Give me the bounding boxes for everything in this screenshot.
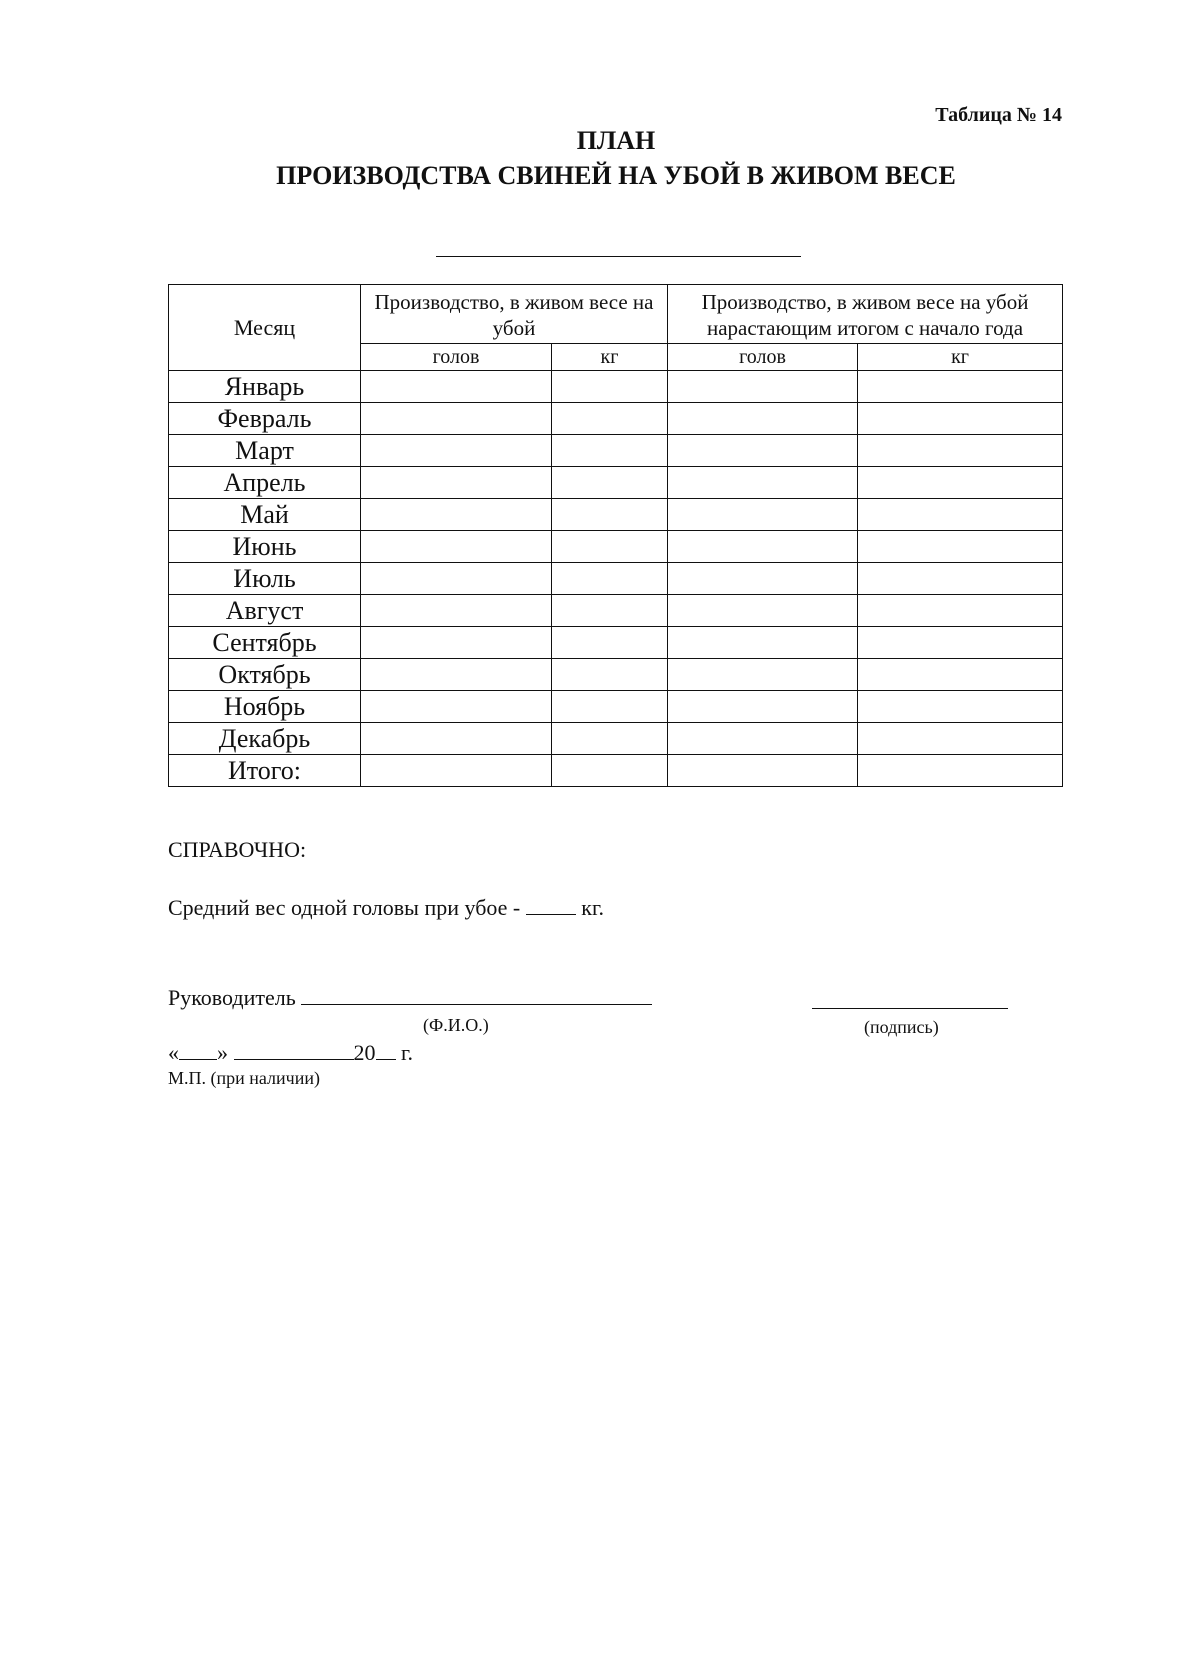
heads-cell[interactable] — [361, 691, 552, 723]
kg-cell[interactable] — [552, 435, 668, 467]
production-plan-table — [168, 284, 1063, 787]
heads-cell[interactable] — [361, 755, 552, 787]
table-row — [169, 531, 1063, 563]
signature-caption: (подпись) — [864, 1017, 939, 1037]
date-year-prefix: 20 — [353, 1040, 376, 1065]
column-header-cumulative: Производство, в живом весе на убой нарастающим итогом с начало года — [668, 285, 1063, 344]
stamp-label: М.П. (при наличии) — [168, 1068, 320, 1088]
head-label: Руководитель — [168, 985, 296, 1010]
column-header-month: Месяц — [169, 285, 361, 371]
month-cell: Декабрь — [169, 723, 361, 755]
cumulative-kg-cell[interactable] — [858, 531, 1063, 563]
heads-cell[interactable] — [361, 435, 552, 467]
month-cell: Июль — [169, 563, 361, 595]
cumulative-kg-cell[interactable] — [858, 371, 1063, 403]
average-weight-line — [168, 895, 604, 921]
heads-cell[interactable] — [361, 563, 552, 595]
cumulative-heads-cell[interactable] — [668, 403, 858, 435]
kg-cell[interactable] — [552, 563, 668, 595]
month-cell: Апрель — [169, 467, 361, 499]
month-cell: Февраль — [169, 403, 361, 435]
heads-cell[interactable] — [361, 467, 552, 499]
subheader-cumulative-heads: голов — [668, 344, 858, 371]
month-cell: Март — [169, 435, 361, 467]
heads-cell[interactable] — [361, 531, 552, 563]
fio-caption: (Ф.И.О.) — [423, 1015, 489, 1035]
table-header-row — [169, 285, 1063, 344]
month-cell: Август — [169, 595, 361, 627]
kg-cell[interactable] — [552, 531, 668, 563]
cumulative-kg-cell[interactable] — [858, 627, 1063, 659]
heads-cell[interactable] — [361, 627, 552, 659]
cumulative-heads-cell[interactable] — [668, 467, 858, 499]
column-header-production: Производство, в живом весе на убой — [361, 285, 668, 344]
table-row — [169, 755, 1063, 787]
kg-cell[interactable] — [552, 595, 668, 627]
cumulative-heads-cell[interactable] — [668, 627, 858, 659]
kg-cell[interactable] — [552, 691, 668, 723]
cumulative-heads-cell[interactable] — [668, 531, 858, 563]
head-name-blank[interactable] — [301, 986, 652, 1005]
date-close-quote: » — [217, 1040, 228, 1065]
cumulative-kg-cell[interactable] — [858, 499, 1063, 531]
date-year-suffix: г. — [401, 1040, 414, 1065]
month-cell: Июнь — [169, 531, 361, 563]
month-cell: Октябрь — [169, 659, 361, 691]
subheader-heads: голов — [361, 344, 552, 371]
table-number-label: Таблица № 14 — [935, 104, 1062, 126]
subheader-cumulative-kg: кг — [858, 344, 1063, 371]
heads-cell[interactable] — [361, 403, 552, 435]
table-row — [169, 595, 1063, 627]
kg-cell[interactable] — [552, 499, 668, 531]
cumulative-heads-cell[interactable] — [668, 595, 858, 627]
kg-cell[interactable] — [552, 659, 668, 691]
cumulative-heads-cell[interactable] — [668, 755, 858, 787]
date-line — [168, 1040, 413, 1066]
cumulative-kg-cell[interactable] — [858, 691, 1063, 723]
kg-cell[interactable] — [552, 723, 668, 755]
kg-cell[interactable] — [552, 755, 668, 787]
cumulative-heads-cell[interactable] — [668, 723, 858, 755]
signature-blank[interactable] — [812, 1008, 1008, 1009]
heads-cell[interactable] — [361, 595, 552, 627]
cumulative-heads-cell[interactable] — [668, 563, 858, 595]
kg-cell[interactable] — [552, 627, 668, 659]
cumulative-heads-cell[interactable] — [668, 691, 858, 723]
month-cell: Сентябрь — [169, 627, 361, 659]
subheader-kg: кг — [552, 344, 668, 371]
month-cell: Май — [169, 499, 361, 531]
table-row — [169, 499, 1063, 531]
cumulative-kg-cell[interactable] — [858, 659, 1063, 691]
cumulative-kg-cell[interactable] — [858, 723, 1063, 755]
cumulative-kg-cell[interactable] — [858, 467, 1063, 499]
kg-cell[interactable] — [552, 403, 668, 435]
table-row — [169, 627, 1063, 659]
heads-cell[interactable] — [361, 723, 552, 755]
cumulative-heads-cell[interactable] — [668, 499, 858, 531]
table-row — [169, 691, 1063, 723]
kg-cell[interactable] — [552, 467, 668, 499]
organization-name-blank[interactable] — [436, 256, 801, 257]
heads-cell[interactable] — [361, 499, 552, 531]
month-cell: Ноябрь — [169, 691, 361, 723]
date-open-quote: « — [168, 1040, 179, 1065]
cumulative-kg-cell[interactable] — [858, 403, 1063, 435]
cumulative-heads-cell[interactable] — [668, 659, 858, 691]
cumulative-kg-cell[interactable] — [858, 755, 1063, 787]
month-cell: Итого: — [169, 755, 361, 787]
table-row — [169, 371, 1063, 403]
month-cell: Январь — [169, 371, 361, 403]
cumulative-kg-cell[interactable] — [858, 563, 1063, 595]
cumulative-kg-cell[interactable] — [858, 435, 1063, 467]
average-weight-blank[interactable] — [526, 896, 576, 915]
heads-cell[interactable] — [361, 371, 552, 403]
cumulative-heads-cell[interactable] — [668, 435, 858, 467]
date-month-blank[interactable] — [234, 1041, 354, 1060]
table-row — [169, 659, 1063, 691]
table-row — [169, 723, 1063, 755]
document-title: ПЛАН — [576, 126, 656, 155]
cumulative-kg-cell[interactable] — [858, 595, 1063, 627]
table-row — [169, 467, 1063, 499]
table-row — [169, 563, 1063, 595]
cumulative-heads-cell[interactable] — [668, 371, 858, 403]
document-subtitle: ПРОИЗВОДСТВА СВИНЕЙ НА УБОЙ В ЖИВОМ ВЕСЕ — [276, 161, 956, 190]
table-row — [169, 435, 1063, 467]
head-signature-line — [168, 985, 652, 1011]
average-weight-label: Средний вес одной головы при убое - — [168, 895, 521, 920]
kg-cell[interactable] — [552, 371, 668, 403]
heads-cell[interactable] — [361, 659, 552, 691]
date-year-blank[interactable] — [376, 1041, 396, 1060]
table-row — [169, 403, 1063, 435]
average-weight-unit: кг. — [581, 895, 604, 920]
date-day-blank[interactable] — [179, 1041, 217, 1060]
reference-label: СПРАВОЧНО: — [168, 837, 307, 862]
